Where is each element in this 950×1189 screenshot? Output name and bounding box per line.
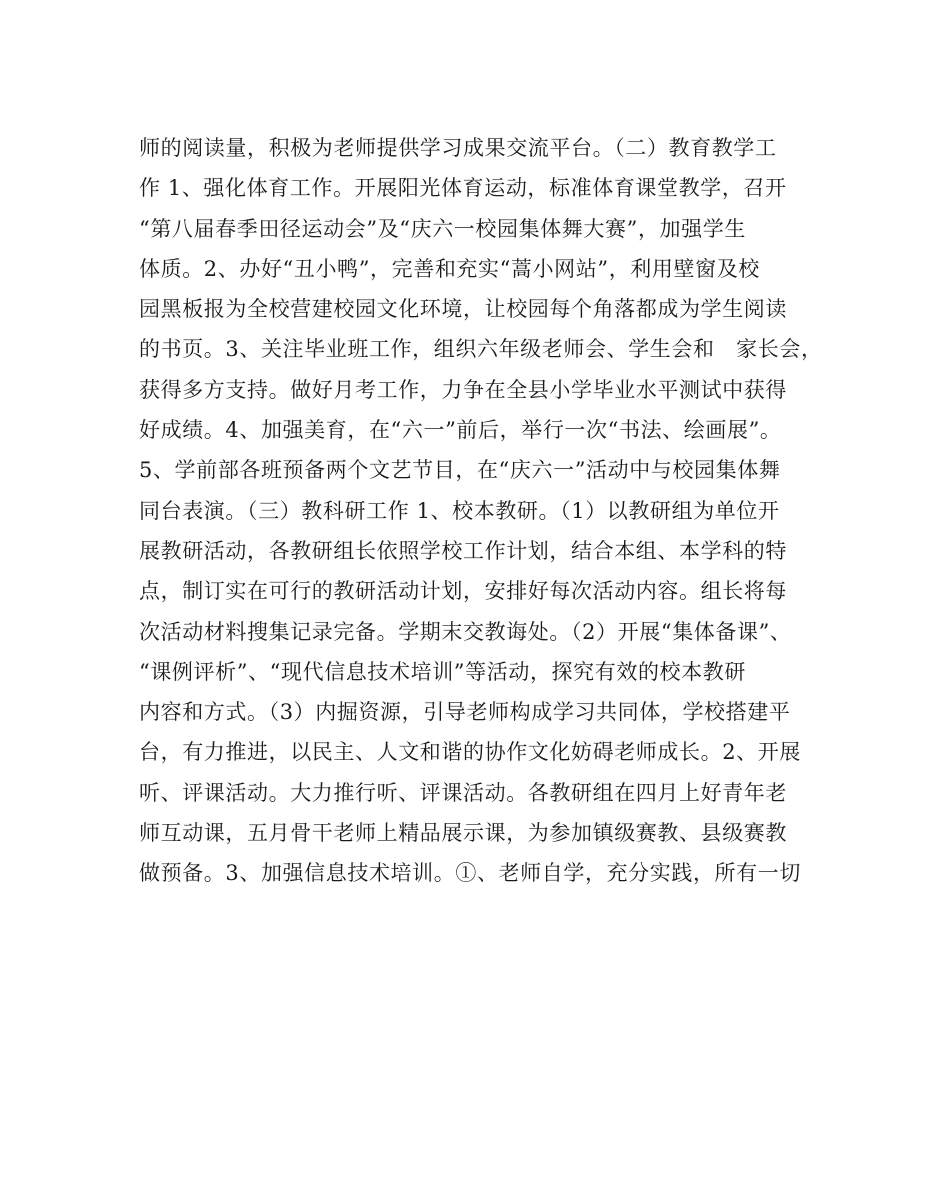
text-line-19: 做预备。3、加强信息技术培训。①、老师自学，充分实践，所有一切 — [139, 861, 801, 886]
text-line-3: “第八届春季田径运动会”及“庆六一校园集体舞大赛”，加强学生 — [139, 216, 746, 241]
text-line-8: 好成绩。4、加强美育，在“六一”前后，举行一次“书法、绘画展”。 — [139, 418, 782, 443]
text-line-9: 5、学前部各班预备两个文艺节目，在“庆六一”活动中与校园集体舞 — [139, 458, 781, 483]
text-line-10: 同台表演。（三）教科研工作 1、校本教研。（1）以教研组为单位开 — [139, 498, 780, 523]
text-line-11: 展教研活动，各教研组长依照学校工作计划，结合本组、本学科的特 — [139, 538, 787, 563]
text-line-2: 作 1、强化体育工作。开展阳光体育运动，标准体育课堂教学，召开 — [139, 176, 787, 201]
text-line-5: 园黑板报为全校营建校园文化环境，让校园每个角落都成为学生阅读 — [139, 297, 787, 322]
text-line-17: 听、评课活动。大力推行听、评课活动。各教研组在四月上好青年老 — [139, 780, 787, 805]
text-line-18: 师互动课，五月骨干老师上精品展示课，为参加镇级赛教、县级赛教 — [139, 821, 787, 846]
text-line-4: 体质。2、办好“丑小鸭”，完善和充实“蒿小网站”，利用壁窗及校 — [139, 256, 760, 281]
text-line-15: 内容和方式。（3）内掘资源，引导老师构成学习共同体，学校搭建平 — [139, 700, 791, 725]
text-line-1: 师的阅读量，积极为老师提供学习成果交流平台。（二）教育教学工 — [139, 136, 777, 160]
text-line-12: 点，制订实在可行的教研活动计划，安排好每次活动内容。组长将每 — [139, 579, 787, 604]
text-line-14: “课例评析”、“现代信息技术培训”等活动，探究有效的校本教研 — [139, 659, 746, 684]
body-text — [139, 128, 829, 894]
text-line-13: 次活动材料搜集记录完备。学期末交教诲处。（2）开展“集体备课”、 — [139, 619, 792, 644]
text-line-6: 的书页。3、关注毕业班工作，组织六年级老师会、学生会和 家长会， — [139, 337, 823, 362]
text-line-16: 台，有力推进，以民主、人文和谐的协作文化妨碍老师成长。2、开展 — [139, 740, 801, 765]
text-line-7: 获得多方支持。做好月考工作，力争在全县小学毕业水平测试中获得 — [139, 377, 787, 402]
